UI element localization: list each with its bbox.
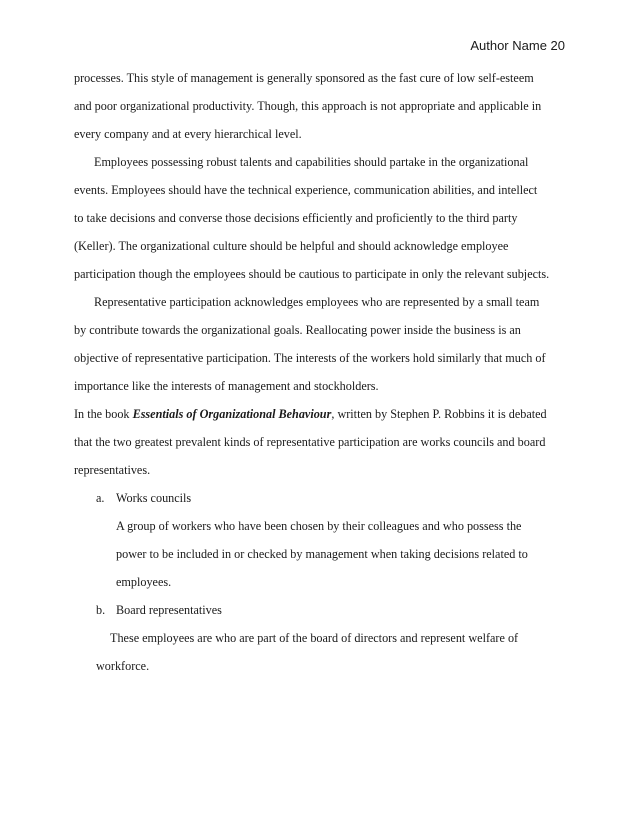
document-body: [74, 64, 574, 680]
list-item-title: Board representatives: [116, 603, 222, 617]
list-item-line: workforce.: [96, 659, 150, 673]
paragraph-line: objective of representative participation. The interests of the workers hold similarly that much of: [74, 351, 546, 365]
paragraph-line: to take decisions and converse those decisions efficiently and proficiently to the third party: [74, 211, 518, 225]
paragraph-line: by contribute towards the organizational goals. Reallocating power inside the business is an: [74, 323, 521, 337]
text-after-title: , written by Stephen P. Robbins it is debated: [331, 407, 547, 421]
list-item-a: [74, 484, 574, 512]
paragraph-line: participation though the employees should be cautious to participate in only the relevant subjects.: [74, 267, 550, 281]
paragraph-line: and poor organizational productivity. Though, this approach is not appropriate and applicable in: [74, 99, 542, 113]
paragraph-line-with-book-title: [74, 400, 574, 428]
paragraph-line: Representative participation acknowledges employees who are represented by a small team: [94, 295, 540, 309]
paragraph-line: that the two greatest prevalent kinds of representative participation are works councils and board: [74, 435, 546, 449]
text-before-title: In the book: [74, 407, 133, 421]
list-marker: a.: [96, 491, 105, 505]
list-item-line: A group of workers who have been chosen by their colleagues and who possess the: [116, 519, 522, 533]
paragraph-line: (Keller). The organizational culture should be helpful and should acknowledge employee: [74, 239, 509, 253]
paragraph-line: representatives.: [74, 463, 151, 477]
paragraph-line: processes. This style of management is generally sponsored as the fast cure of low self-esteem: [74, 71, 534, 85]
list-item-b: [74, 596, 574, 624]
page-header: Author Name 20: [470, 38, 565, 53]
list-item-line: These employees are who are part of the board of directors and represent welfare of: [110, 631, 519, 645]
list-item-line: power to be included in or checked by management when taking decisions related to: [116, 547, 528, 561]
paragraph-line: every company and at every hierarchical level.: [74, 127, 302, 141]
list-marker: b.: [96, 603, 106, 617]
paragraph-line: Employees possessing robust talents and capabilities should partake in the organizational: [94, 155, 529, 169]
book-title: Essentials of Organizational Behaviour: [132, 407, 332, 421]
list-item-title: Works councils: [116, 491, 192, 505]
paragraph-line: importance like the interests of management and stockholders.: [74, 379, 379, 393]
list-item-line: employees.: [116, 575, 172, 589]
paragraph-line: events. Employees should have the technical experience, communication abilities, and intellect: [74, 183, 538, 197]
